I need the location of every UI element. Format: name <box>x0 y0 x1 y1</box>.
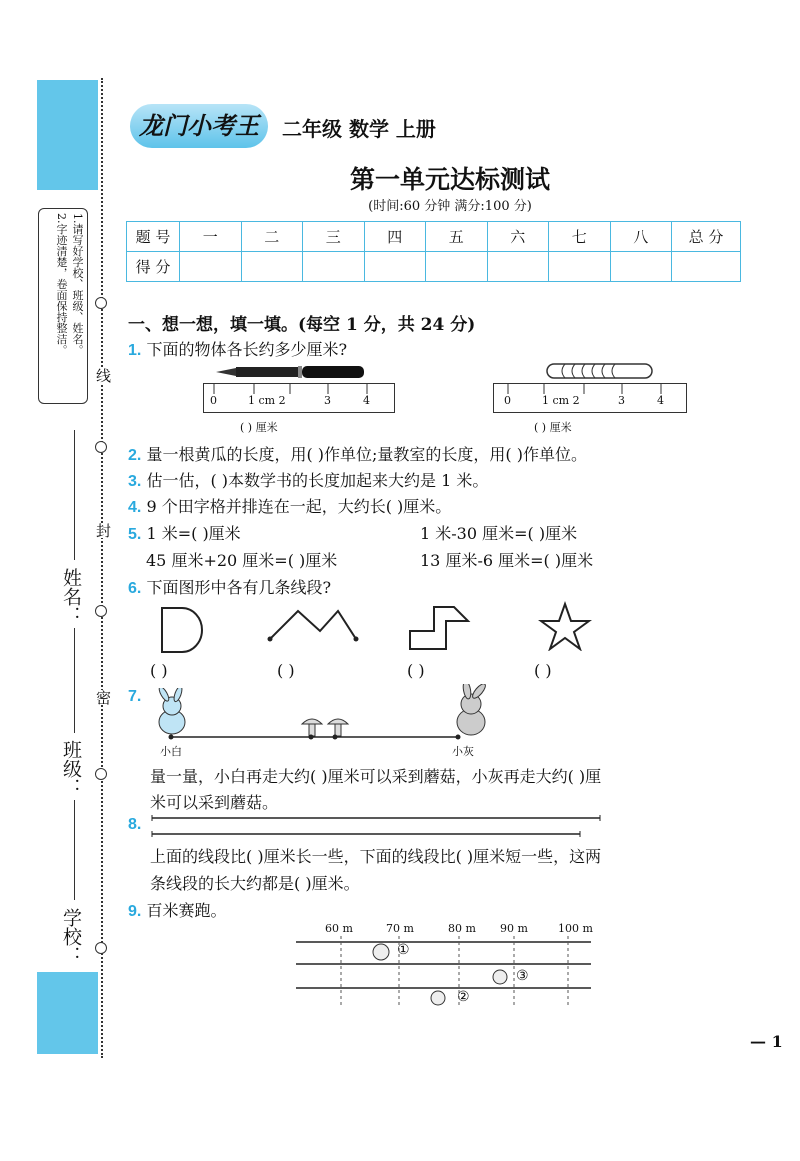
binding-notes <box>38 208 88 404</box>
exam-info: (时间:60 分钟 满分:100 分) <box>368 199 532 214</box>
question-6 <box>128 575 331 598</box>
score-input[interactable] <box>426 252 488 282</box>
ruler-tick: 1 cm 2 <box>542 394 580 407</box>
binding-hole <box>95 297 107 309</box>
table-row <box>127 252 741 282</box>
runner-label: ② <box>457 989 470 1005</box>
note-line: 2.字迹清楚，卷面保持整洁。 <box>55 213 68 356</box>
label-xiaohui: 小灰 <box>452 745 474 758</box>
ruler-tick: 0 <box>210 394 217 407</box>
ruler-tick: 4 <box>363 394 370 407</box>
score-table <box>126 221 741 282</box>
score-input[interactable] <box>180 252 242 282</box>
table-cell: 一 <box>180 222 242 252</box>
school-field-label: 学校： <box>60 908 82 965</box>
bottom-blue-bar <box>37 972 98 1054</box>
school-field-input[interactable] <box>74 800 75 900</box>
distance-line <box>168 732 468 742</box>
section-heading: 一、想一想，填一填。(每空 1 分，共 24 分) <box>128 315 476 335</box>
rabbit-white-icon <box>150 688 198 738</box>
ruler-tick: 1 cm 2 <box>248 394 286 407</box>
table-cell: 题 号 <box>127 222 180 252</box>
question-7-number: 7. <box>128 688 142 705</box>
class-field-input[interactable] <box>74 628 75 733</box>
class-field-label: 班级： <box>60 740 82 797</box>
table-cell: 八 <box>610 222 672 252</box>
brand-logo: 龙门小考王 <box>130 104 268 148</box>
question-1 <box>128 337 347 360</box>
score-input[interactable] <box>549 252 611 282</box>
question-text: 估一估，( )本数学书的长度加起来大约是 1 米。 <box>146 471 489 490</box>
table-cell: 总 分 <box>672 222 741 252</box>
answer-blank[interactable]: ( ) <box>150 661 168 680</box>
binding-hole <box>95 441 107 453</box>
arrow-shape-figure <box>406 603 472 653</box>
table-cell: 得 分 <box>127 252 180 282</box>
cut-mark-line: 线 <box>94 368 112 383</box>
d-shape-figure <box>158 604 218 654</box>
score-input[interactable] <box>364 252 426 282</box>
name-field-input[interactable] <box>74 430 75 560</box>
table-cell: 七 <box>549 222 611 252</box>
question-8-number: 8. <box>128 816 142 833</box>
question-5-item: 13 厘米-6 厘米=( )厘米 <box>420 551 594 570</box>
question-number: 6. <box>128 580 142 597</box>
track-mark: 80 m <box>448 922 476 935</box>
table-cell: 四 <box>364 222 426 252</box>
question-number: 3. <box>128 473 142 490</box>
ruler-tick: 3 <box>324 394 331 407</box>
track-mark: 100 m <box>558 922 593 935</box>
answer-blank[interactable]: ( ) <box>277 661 295 680</box>
two-segments-figure <box>150 814 610 838</box>
question-text: 百米赛跑。 <box>146 901 227 920</box>
track-mark: 60 m <box>325 922 353 935</box>
answer-blank[interactable]: ( ) <box>534 661 552 680</box>
table-cell: 二 <box>241 222 303 252</box>
score-input[interactable] <box>487 252 549 282</box>
answer-blank[interactable]: ( ) 厘米 <box>534 421 572 434</box>
ruler-right <box>493 383 687 413</box>
question-number: 9. <box>128 903 142 920</box>
binding-hole <box>95 605 107 617</box>
table-cell: 五 <box>426 222 488 252</box>
chalk-icon <box>545 360 665 382</box>
score-input[interactable] <box>303 252 365 282</box>
ruler-tick: 0 <box>504 394 511 407</box>
runner-label: ① <box>397 942 410 958</box>
question-2 <box>128 442 587 465</box>
question-text: 量一根黄瓜的长度，用( )作单位;量教室的长度，用( )作单位。 <box>146 445 587 464</box>
ruler-left <box>203 383 395 413</box>
answer-blank[interactable]: ( ) <box>407 661 425 680</box>
ruler-tick: 3 <box>618 394 625 407</box>
score-input[interactable] <box>241 252 303 282</box>
track-mark: 90 m <box>500 922 528 935</box>
question-text: 上面的线段比( )厘米长一些，下面的线段比( )厘米短一些，这两 <box>150 847 602 866</box>
page-number: — 1 <box>750 1032 783 1051</box>
binding-hole <box>95 942 107 954</box>
question-4 <box>128 494 451 517</box>
question-9 <box>128 898 226 921</box>
grade-subject-label: 二年级 数学 上册 <box>282 117 436 141</box>
question-text: 米可以采到蘑菇。 <box>150 793 279 812</box>
pen-icon <box>212 362 372 382</box>
question-text: 9 个田字格并排连在一起，大约长( )厘米。 <box>146 497 452 516</box>
question-text: 条线段的长大约都是( )厘米。 <box>150 874 360 893</box>
score-input[interactable] <box>672 252 741 282</box>
binding-hole <box>95 768 107 780</box>
race-track <box>296 936 596 1008</box>
cut-mark-seal: 封 <box>94 523 112 538</box>
table-cell: 六 <box>487 222 549 252</box>
answer-blank[interactable]: ( ) 厘米 <box>240 421 278 434</box>
question-text: 1 米=( )厘米 <box>146 524 241 543</box>
track-mark: 70 m <box>386 922 414 935</box>
question-5-item: 45 厘米+20 厘米=( )厘米 <box>146 551 338 570</box>
question-text: 量一量，小白再走大约( )厘米可以采到蘑菇，小灰再走大约( )厘 <box>150 767 602 786</box>
score-input[interactable] <box>610 252 672 282</box>
label-xiaobai: 小白 <box>160 745 182 758</box>
question-5-item: 1 米-30 厘米=( )厘米 <box>420 524 578 543</box>
star-figure <box>538 601 592 651</box>
table-row <box>127 222 741 252</box>
ruler-tick: 4 <box>657 394 664 407</box>
question-number: 1. <box>128 342 142 359</box>
zigzag-figure <box>262 605 362 645</box>
question-number: 4. <box>128 499 142 516</box>
binding-dotted-line <box>101 78 103 1058</box>
question-number: 2. <box>128 447 142 464</box>
question-5 <box>128 521 241 544</box>
name-field-label: 姓名： <box>60 568 82 625</box>
question-number: 5. <box>128 526 142 543</box>
cut-mark-secret: 密 <box>94 690 112 705</box>
note-line: 1.请写好学校、班级、姓名。 <box>71 213 84 356</box>
question-text: 下面的物体各长约多少厘米? <box>146 340 348 359</box>
page-title: 第一单元达标测试 <box>349 165 550 194</box>
question-text: 下面图形中各有几条线段? <box>146 578 332 597</box>
table-cell: 三 <box>303 222 365 252</box>
question-3 <box>128 468 488 491</box>
runner-label: ③ <box>516 968 529 984</box>
